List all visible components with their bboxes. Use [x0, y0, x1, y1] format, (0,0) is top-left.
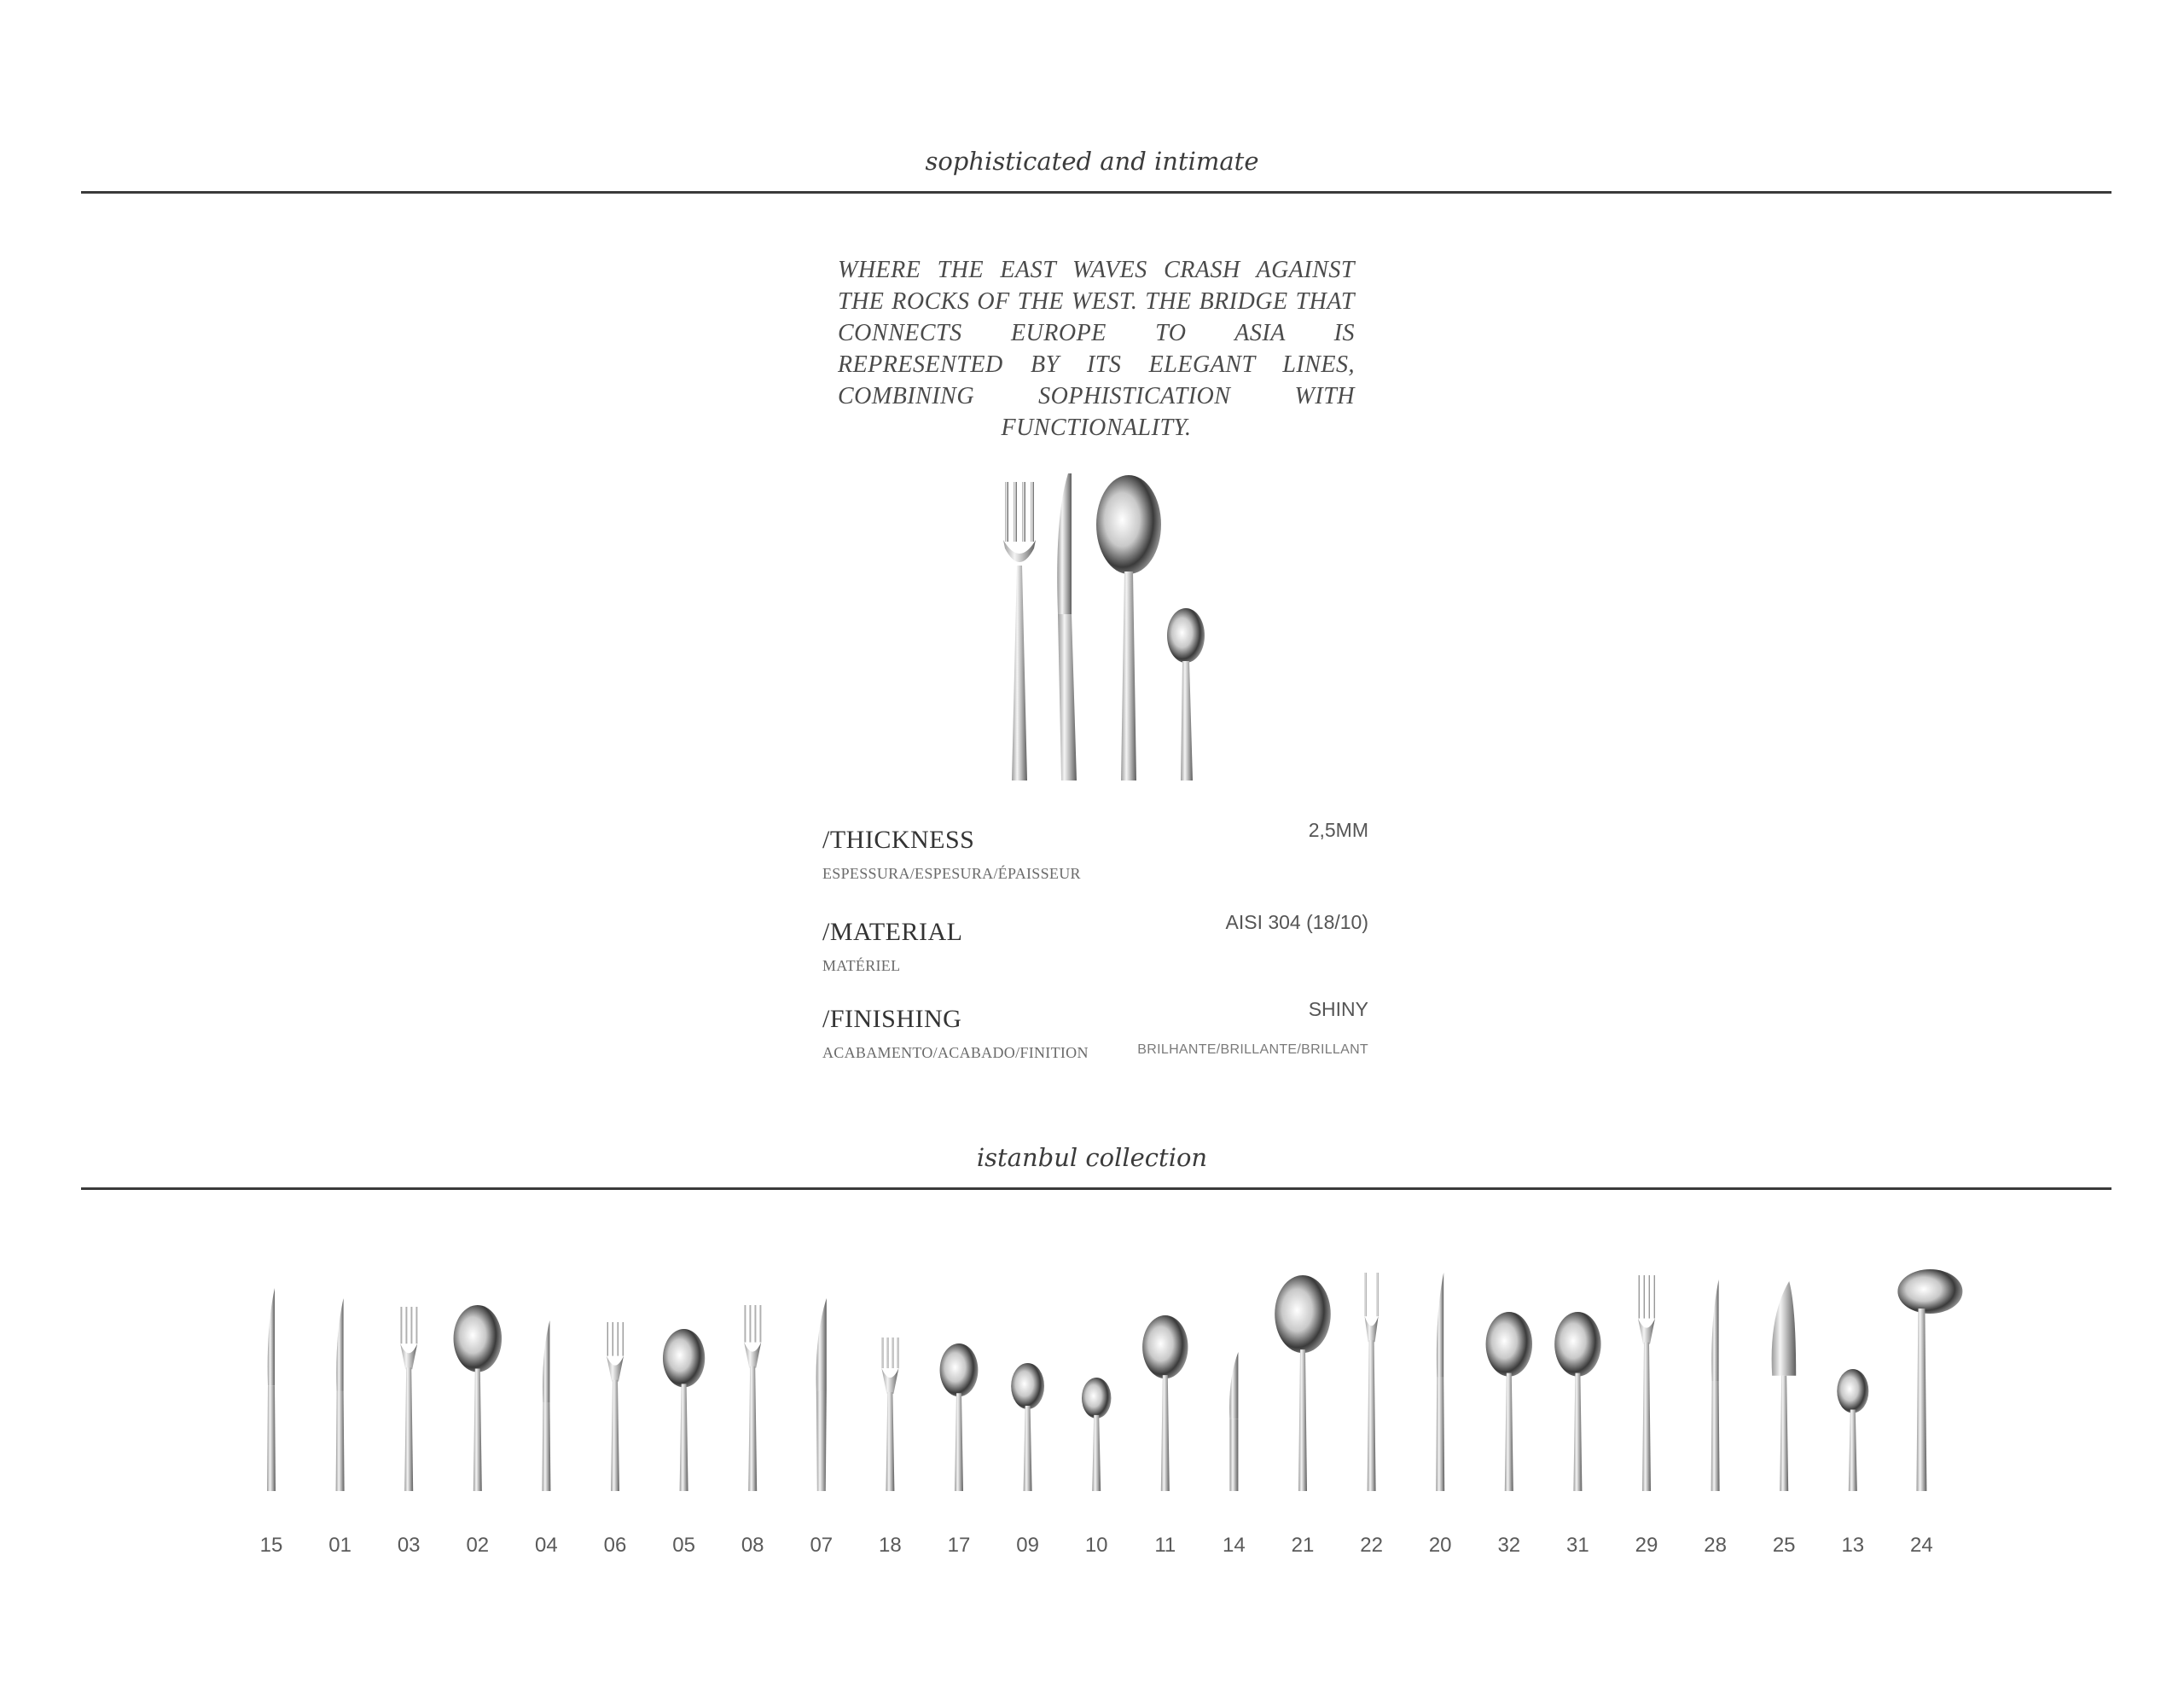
collection-item-code: 24: [1910, 1534, 1933, 1557]
collection-item-code: 10: [1084, 1534, 1108, 1557]
page-subtitle: sophisticated and intimate: [925, 147, 1259, 176]
fork-icon: [400, 1307, 417, 1491]
hero-fork-icon: [1003, 482, 1036, 780]
fork-icon: [744, 1305, 761, 1491]
knife-icon: [336, 1298, 345, 1491]
collection-item-code: 25: [1772, 1534, 1796, 1557]
collection-item-code: 03: [397, 1534, 421, 1557]
collection-item-code: 11: [1154, 1534, 1176, 1557]
spoon-icon: [1142, 1315, 1188, 1491]
collection-item-code: 17: [947, 1534, 971, 1557]
butter-knife-icon: [1229, 1352, 1238, 1491]
collection-item-code: 15: [259, 1534, 283, 1557]
spec-finishing-label: /FINISHING: [822, 1005, 962, 1033]
ladle-icon: [1897, 1269, 1962, 1491]
collection-item-code: 14: [1223, 1534, 1246, 1557]
hero-spoon-icon: [1096, 475, 1161, 780]
collection-item-code: 06: [603, 1534, 627, 1557]
collection-codes: [0, 1534, 2184, 1568]
spoon-icon: [1011, 1363, 1044, 1491]
fish-knife-icon: [816, 1298, 827, 1491]
spec-finishing-translations: ACABAMENTO/ACABADO/FINITION: [822, 1044, 1089, 1061]
top-divider: [81, 191, 2111, 194]
knife-icon: [1436, 1273, 1444, 1491]
serving-spoon-icon: [1486, 1312, 1532, 1491]
carving-fork-icon: [1365, 1273, 1379, 1491]
fork-icon: [607, 1322, 624, 1491]
collection-item-code: 21: [1291, 1534, 1315, 1557]
hero-knife-icon: [1057, 473, 1077, 780]
fork-icon: [1638, 1275, 1655, 1491]
hero-teaspoon-icon: [1167, 608, 1205, 780]
collection-item-code: 04: [535, 1534, 558, 1557]
collection-item-code: 20: [1428, 1534, 1452, 1557]
cake-server-icon: [1772, 1281, 1797, 1491]
spec-thickness-value: 2,5MM: [1308, 819, 1368, 841]
spoon-icon: [1275, 1275, 1331, 1491]
spec-thickness-label: /THICKNESS: [822, 826, 975, 854]
collection-divider: [81, 1187, 2111, 1190]
collection-lineup: [0, 1262, 2184, 1501]
collection-item-code: 02: [466, 1534, 490, 1557]
spoon-icon: [1554, 1312, 1600, 1491]
collection-item-code: 05: [672, 1534, 695, 1557]
collection-item-code: 09: [1016, 1534, 1039, 1557]
intro-paragraph: WHERE THE EAST WAVES CRASH AGAINST THE ROCKS OF THE WEST. THE BRIDGE THAT CONNECTS EUROPE TO ASIA IS REPRESENTED BY ITS ELEGANT LINES, COMBINING SOPHISTICATION WITH FUNCTIONALITY.: [838, 257, 1355, 441]
collection-title: istanbul collection: [976, 1143, 1208, 1172]
collection-item-code: 07: [810, 1534, 834, 1557]
spoon-icon: [1082, 1378, 1111, 1491]
collection-item-code: 18: [879, 1534, 902, 1557]
knife-icon: [542, 1320, 550, 1491]
collection-item-code: 22: [1360, 1534, 1383, 1557]
hero-cutlery-set-image: [973, 465, 1228, 789]
knife-icon: [1711, 1280, 1720, 1491]
collection-item-code: 13: [1841, 1534, 1865, 1557]
spec-finishing-value: SHINY: [1308, 998, 1368, 1020]
spoon-icon: [663, 1329, 705, 1491]
collection-item-code: 29: [1635, 1534, 1658, 1557]
spec-material-value: AISI 304 (18/10): [1225, 911, 1368, 933]
spoon-icon: [940, 1343, 979, 1491]
collection-item-code: 01: [328, 1534, 351, 1557]
collection-item-code: 32: [1497, 1534, 1521, 1557]
knife-icon: [267, 1288, 276, 1491]
collection-item-code: 28: [1704, 1534, 1727, 1557]
collection-item-code: 08: [741, 1534, 764, 1557]
spoon-icon: [1837, 1369, 1868, 1491]
collection-item-code: 31: [1566, 1534, 1589, 1557]
fork-icon: [881, 1338, 898, 1491]
spoon-icon: [454, 1305, 502, 1491]
spec-material-label: /MATERIAL: [822, 918, 963, 946]
spec-finishing-value-translations: BRILHANTE/BRILLANTE/BRILLANT: [1137, 1042, 1368, 1057]
spec-material-translations: MATÉRIEL: [822, 957, 901, 974]
spec-thickness-translations: ESPESSURA/ESPESURA/ÉPAISSEUR: [822, 865, 1081, 882]
